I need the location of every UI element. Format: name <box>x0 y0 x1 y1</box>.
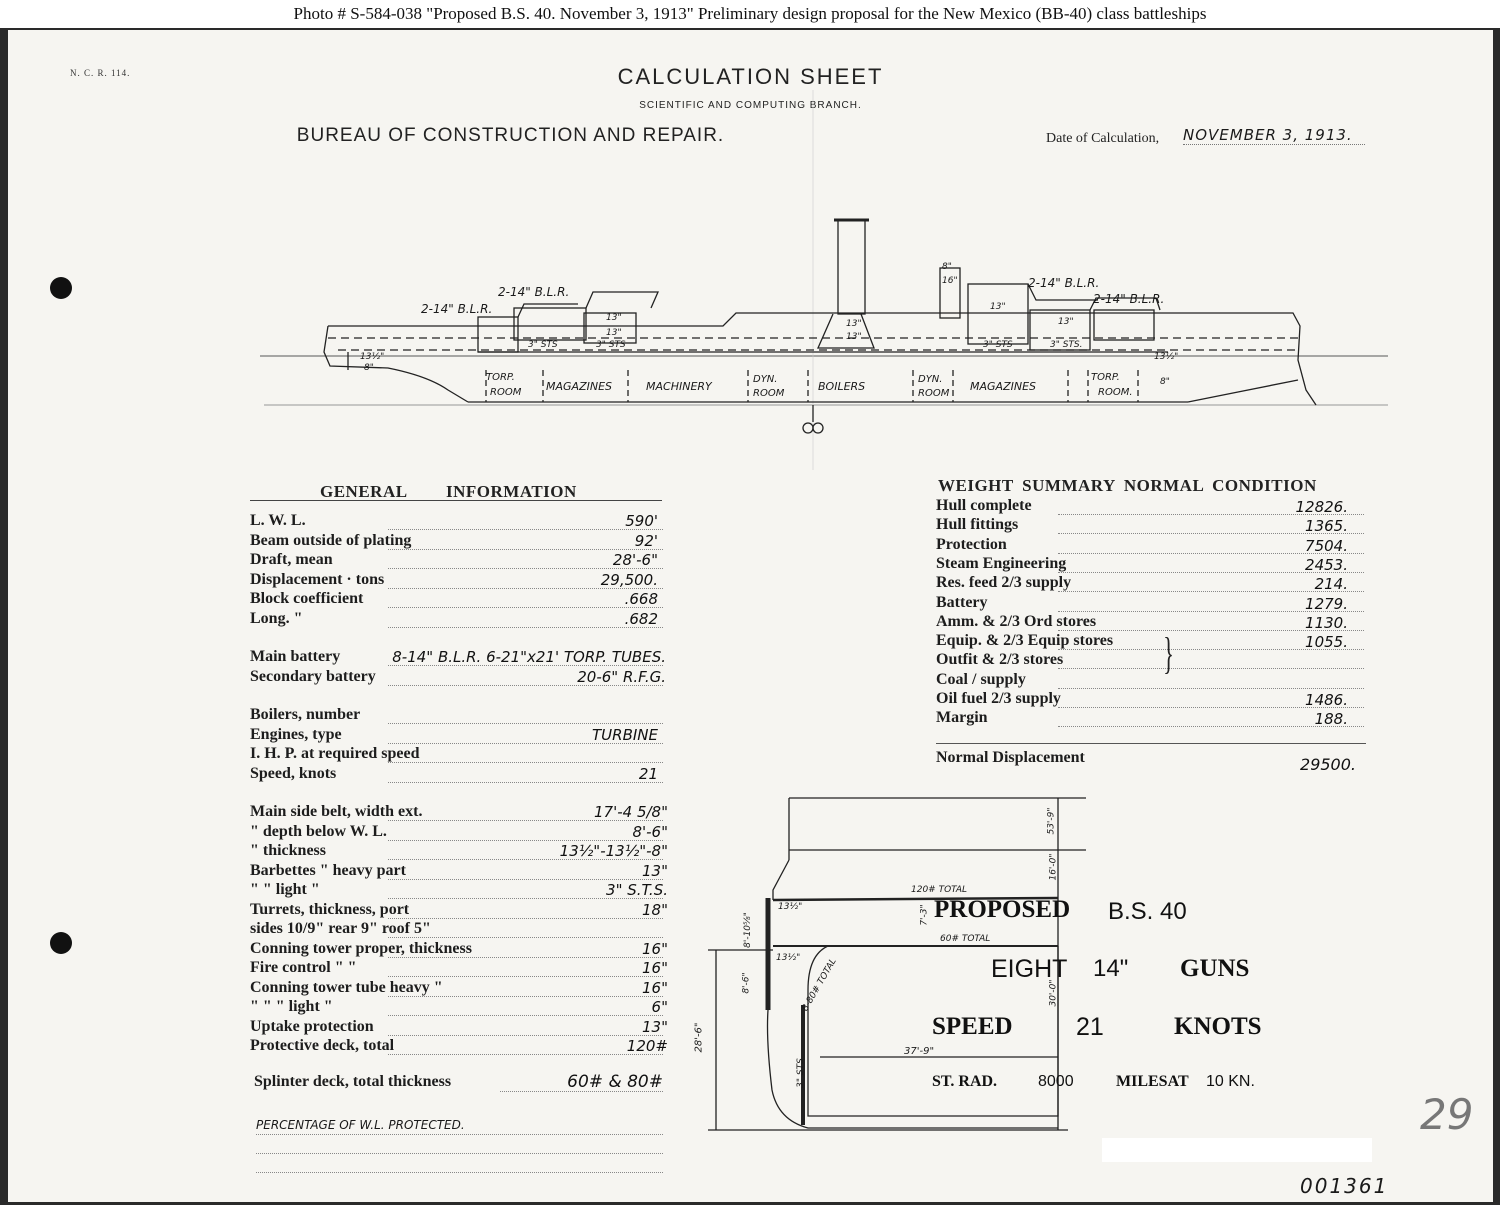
general-row-value: 18" <box>642 900 668 919</box>
proposal-line4-c: MILESAT <box>1116 1073 1189 1090</box>
general-row-value: 16" <box>642 959 668 977</box>
dyn-room-aft-label-2: ROOM <box>918 388 950 399</box>
weight-row-label: Oil fuel 2/3 supply <box>936 690 1061 707</box>
magazines-aft-label: MAGAZINES <box>970 380 1037 393</box>
torp-room-aft-label-2: ROOM. <box>1098 387 1133 398</box>
total-120-label: 120# TOTAL <box>911 885 968 895</box>
armor-13-a: 13" <box>606 313 622 323</box>
weight-row-label: Margin <box>936 709 988 727</box>
weight-row-value: 12826. <box>1295 498 1348 516</box>
sts-aft-2: 3" STS. <box>1050 340 1083 350</box>
general-row-value: 13½"-13½"-8" <box>559 842 668 860</box>
general-row-label: Main side belt, width ext. <box>250 803 423 820</box>
general-row-label: Protective deck, total <box>250 1037 395 1054</box>
weight-row-label: Steam Engineering <box>936 554 1067 572</box>
general-row-label: Barbettes " heavy part <box>250 861 406 879</box>
general-row-label: Conning tower tube heavy " <box>250 978 443 996</box>
weight-row-value: 1365. <box>1305 517 1348 536</box>
machinery-label: MACHINERY <box>646 380 712 393</box>
splinter-deck-label: Splinter deck, total thickness <box>254 1073 452 1090</box>
weight-row-value: 2453. <box>1305 555 1348 574</box>
general-row-label: Speed, knots <box>250 764 337 782</box>
boilers-label: BOILERS <box>818 380 866 393</box>
general-row-label: " " " light " <box>250 998 333 1015</box>
general-row-value: 16" <box>642 978 668 997</box>
general-row-value: 8-14" B.L.R. 6-21"x21' TORP. TUBES. <box>392 648 666 666</box>
general-row-value: 590' <box>625 512 658 530</box>
armor-13-5-aft: 13½" <box>1154 352 1179 362</box>
weight-row-value: 1055. <box>1305 633 1348 652</box>
redaction-box <box>1102 1138 1372 1162</box>
date-label: Date of Calculation, <box>1046 131 1160 146</box>
serial-number: 001361 <box>1300 1174 1389 1198</box>
proposal-line1-a: PROPOSED <box>934 896 1071 923</box>
general-row-label: " " light " <box>250 881 320 898</box>
armor-8-aft: 8" <box>1160 377 1170 387</box>
splinter-deck-value: 60# & 80# <box>567 1072 663 1092</box>
equip-outfit-brace: } <box>1163 629 1174 678</box>
form-number: N. C. R. 114. <box>70 68 131 78</box>
dim-16-0: 16'-0" <box>1048 853 1059 881</box>
calculation-sheet <box>8 30 1493 1202</box>
magazines-fwd-label: MAGAZINES <box>546 380 613 393</box>
torp-room-aft-label-1: TORP. <box>1091 372 1120 383</box>
dim-8-6: 8'-6" <box>741 972 752 994</box>
general-row-value: 13" <box>642 861 668 880</box>
bureau-name: BUREAU OF CONSTRUCTION AND REPAIR. <box>296 125 725 146</box>
general-row-value: 16" <box>642 939 668 958</box>
general-row-label: L. W. L. <box>250 512 306 529</box>
general-row-label: I. H. P. at required speed <box>250 745 420 762</box>
belt-13-5-top: 13½" <box>778 902 803 912</box>
general-row-value: .668 <box>624 590 658 608</box>
weight-row-value: 1486. <box>1305 691 1348 709</box>
general-row-label: sides 10/9" rear 9" roof 5" <box>250 920 431 937</box>
general-row-value: 20-6" R.F.G. <box>577 667 666 686</box>
torp-room-fwd-label-2: ROOM <box>490 387 522 398</box>
weight-row-label: Coal / supply <box>936 670 1026 688</box>
general-row-value: 3" S.T.S. <box>606 881 668 899</box>
weight-row-label: Hull fittings <box>936 516 1019 534</box>
general-row-value: 29,500. <box>600 570 658 589</box>
sts-aft-1: 3" STS <box>983 340 1013 350</box>
total-80-label: 8-80# TOTAL <box>800 956 839 1014</box>
dim-53-9: 53'-9" <box>1046 807 1057 835</box>
blr-label-fwd-upper: 2-14" B.L.R. <box>498 285 570 299</box>
general-row-value: 21 <box>638 764 658 783</box>
general-row-label: Block coefficient <box>250 590 364 607</box>
general-row-value: 120# <box>626 1037 668 1055</box>
armor-13-f: 13" <box>1058 317 1074 327</box>
general-row-value: 8'-6" <box>632 822 668 841</box>
general-row-value: 6" <box>651 998 668 1016</box>
belt-13-5-mid: 13½" <box>776 953 801 963</box>
proposal-line3-b: 21 <box>1076 1013 1104 1041</box>
general-row-label: Turrets, thickness, port <box>250 900 410 918</box>
general-row-value: .682 <box>624 609 658 628</box>
proposal-line3-c: KNOTS <box>1174 1013 1262 1040</box>
weight-summary-heading: WEIGHT SUMMARY NORMAL CONDITION <box>938 476 1317 495</box>
normal-displacement-label: Normal Displacement <box>936 749 1085 766</box>
proposal-line3-a: SPEED <box>932 1013 1013 1040</box>
torp-room-fwd-label-1: TORP. <box>486 372 515 383</box>
proposal-line4-d: 10 KN. <box>1206 1073 1255 1090</box>
weight-row-label: Battery <box>936 593 988 611</box>
proposal-line2-a: EIGHT <box>991 955 1068 983</box>
total-60-label: 60# TOTAL <box>940 934 991 944</box>
sts-fwd-2: 3" STS <box>596 340 626 350</box>
armor-8-fwd: 8" <box>364 363 374 373</box>
armor-13-b: 13" <box>606 328 622 338</box>
general-row-label: Engines, type <box>250 725 342 743</box>
dim-30-0: 30'-0" <box>1048 979 1059 1007</box>
general-row-label: Boilers, number <box>250 706 361 723</box>
armor-13-d: 13" <box>846 332 862 342</box>
percentage-protected-label: PERCENTAGE OF W.L. PROTECTED. <box>256 1118 465 1132</box>
dyn-room-fwd-label-2: ROOM <box>753 388 785 399</box>
sts-section-label: 3" STS <box>795 1058 806 1088</box>
proposal-line4-b: 8000 <box>1038 1073 1074 1090</box>
armor-13-c: 13" <box>846 319 862 329</box>
general-row-label: Fire control " " <box>250 959 357 976</box>
general-row-value: 28'-6" <box>612 551 658 569</box>
dim-28-6: 28'-6" <box>693 1022 705 1053</box>
dim-37-9: 37'-9" <box>904 1046 935 1057</box>
general-row-label: Main battery <box>250 648 341 665</box>
dim-7-3: 7'-3" <box>919 904 930 926</box>
proposal-line4-a: ST. RAD. <box>932 1073 998 1090</box>
date-value: NOVEMBER 3, 1913. <box>1183 126 1365 145</box>
armor-8: 8" <box>942 262 952 272</box>
armor-13-e: 13" <box>990 302 1006 312</box>
weight-row-label: Amm. & 2/3 Ord stores <box>936 612 1097 630</box>
weight-row-label: Hull complete <box>936 497 1032 514</box>
weight-row-value: 7504. <box>1305 536 1348 555</box>
proposal-line2-c: GUNS <box>1180 955 1250 982</box>
general-row-value: TURBINE <box>592 725 658 744</box>
dyn-room-aft-label-1: DYN. <box>918 374 943 385</box>
weight-row-value: 214. <box>1314 575 1348 594</box>
page-number-mark: 29 <box>1420 1090 1474 1139</box>
general-row-label: " depth below W. L. <box>250 822 387 840</box>
general-info-heading-left: GENERAL <box>320 482 408 501</box>
general-row-value: 17'-4 5/8" <box>594 803 668 821</box>
weight-row-label: Outfit & 2/3 stores <box>936 651 1064 669</box>
general-row-label: Long. " <box>250 609 303 627</box>
sts-fwd-1: 3" STS <box>528 340 558 350</box>
general-row-label: Secondary battery <box>250 667 376 685</box>
weight-row-value: 188. <box>1314 710 1348 729</box>
general-row-label: Draft, mean <box>250 551 333 568</box>
weight-row-label: Res. feed 2/3 supply <box>936 574 1072 592</box>
general-row-label: Displacement · tons <box>250 570 385 588</box>
blr-label-aft-upper: 2-14" B.L.R. <box>1028 276 1100 290</box>
normal-displacement-value: 29500. <box>1300 755 1356 774</box>
general-row-label: Beam outside of plating <box>250 531 412 549</box>
blr-label-fwd-lower: 2-14" B.L.R. <box>421 302 493 316</box>
weight-row-value: 1130. <box>1305 613 1348 632</box>
armor-13-5-fwd: 13½" <box>360 352 385 362</box>
sheet-title: CALCULATION SHEET <box>617 64 884 89</box>
dyn-room-fwd-label-1: DYN. <box>753 374 778 385</box>
general-info-heading-right: INFORMATION <box>446 482 577 501</box>
armor-16: 16" <box>942 276 958 286</box>
general-row-label: Conning tower proper, thickness <box>250 939 472 957</box>
general-row-label: Uptake protection <box>250 1017 374 1035</box>
weight-row-label: Equip. & 2/3 Equip stores <box>936 632 1114 650</box>
general-row-value: 92' <box>634 531 658 550</box>
blr-label-aft-lower: 2-14" B.L.R. <box>1093 292 1165 306</box>
weight-row-value: 1279. <box>1305 594 1348 613</box>
dim-8-10-5: 8'-10⅝" <box>742 912 753 948</box>
general-row-value: 13" <box>642 1017 668 1036</box>
proposal-line2-b: 14" <box>1093 955 1129 982</box>
proposal-line1-b: B.S. 40 <box>1108 898 1187 925</box>
weight-row-label: Protection <box>936 535 1007 553</box>
sheet-subtitle: SCIENTIFIC AND COMPUTING BRANCH. <box>639 100 862 111</box>
general-row-label: " thickness <box>250 842 327 859</box>
photo-caption: Photo # S-584-038 "Proposed B.S. 40. November 3, 1913" Preliminary design proposal for the New Mexico (BB-40) class battleships <box>0 0 1500 28</box>
midship-section-drawing <box>8 30 1493 1202</box>
